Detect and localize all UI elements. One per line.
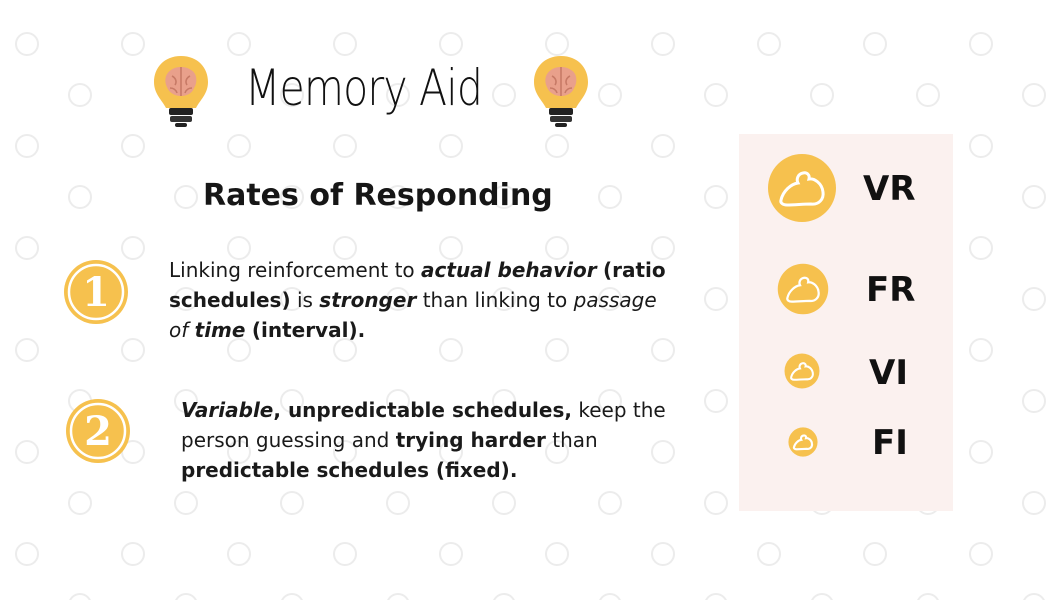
text-run: Variable [181, 398, 274, 422]
background-circle [16, 135, 38, 157]
background-circle [493, 84, 515, 106]
background-circle [334, 543, 356, 565]
text-run: actual behavior [421, 258, 597, 282]
text-run: (interval). [251, 318, 366, 342]
badge-number: 2 [84, 408, 112, 455]
text-run: is [290, 288, 320, 312]
background-circle [493, 594, 515, 600]
schedule-label-fr: FR [866, 270, 916, 310]
background-circle [652, 543, 674, 565]
number-two-badge-icon [64, 397, 132, 465]
background-circle [69, 594, 91, 600]
background-circle [970, 441, 992, 463]
background-circle [69, 186, 91, 208]
background-circle [864, 33, 886, 55]
background-circle [864, 543, 886, 565]
text-run: trying harder [395, 428, 546, 452]
background-circle [546, 135, 568, 157]
background-circle [1023, 390, 1045, 412]
page-title: Memory Aid [245, 59, 483, 117]
background-circle [1023, 594, 1045, 600]
background-circle [387, 594, 409, 600]
background-circle [16, 237, 38, 259]
text-run: Linking reinforcement to [169, 258, 422, 282]
background-circle [1023, 84, 1045, 106]
background-circle [122, 237, 144, 259]
schedule-label-vi: VI [869, 353, 908, 393]
background-circle [440, 135, 462, 157]
background-circle [970, 33, 992, 55]
background-circle [705, 288, 727, 310]
background-circle [546, 543, 568, 565]
background-circle [228, 543, 250, 565]
background-circle [917, 594, 939, 600]
background-circle [16, 33, 38, 55]
flexed-bicep-icon [767, 153, 837, 223]
background-circle [440, 543, 462, 565]
background-circle [122, 543, 144, 565]
background-circle [705, 492, 727, 514]
badge-number: 1 [82, 269, 110, 316]
background-circle [1023, 492, 1045, 514]
background-circle [970, 339, 992, 361]
background-circle [705, 390, 727, 412]
background-circle [705, 84, 727, 106]
flexed-bicep-icon [777, 263, 829, 315]
number-one-badge-icon [62, 258, 130, 326]
background-circle [811, 84, 833, 106]
text-run: stronger [319, 288, 417, 312]
flexed-bicep-icon [788, 427, 818, 457]
background-circle [493, 492, 515, 514]
background-circle [599, 492, 621, 514]
text-run: keep the person guessing and [181, 398, 666, 452]
lightbulb-brain-icon [530, 52, 592, 132]
background-circle [175, 594, 197, 600]
background-circle [175, 492, 197, 514]
background-circle [652, 33, 674, 55]
background-circle [281, 492, 303, 514]
background-circle [970, 135, 992, 157]
background-circle [758, 33, 780, 55]
text-run: time [194, 318, 246, 342]
text-run: than linking to [416, 288, 574, 312]
text-run: than [545, 428, 598, 452]
background-circle [599, 594, 621, 600]
background-circle [69, 492, 91, 514]
background-circle [970, 237, 992, 259]
point-2-text [181, 395, 681, 485]
background-circle [758, 543, 780, 565]
background-circle [1023, 186, 1045, 208]
background-circle [16, 339, 38, 361]
background-circle [705, 186, 727, 208]
text-run: predictable schedules (fixed). [181, 458, 518, 482]
background-circle [970, 543, 992, 565]
text-run: passage of [169, 288, 657, 342]
point-1-text [169, 255, 669, 345]
background-circle [228, 135, 250, 157]
text-run: , [273, 398, 288, 422]
lightbulb-brain-icon [150, 52, 212, 132]
background-circle [16, 543, 38, 565]
background-circle [122, 135, 144, 157]
background-circle [122, 33, 144, 55]
background-circle [334, 135, 356, 157]
background-circle [175, 186, 197, 208]
background-circle [1023, 288, 1045, 310]
background-circle [705, 594, 727, 600]
schedule-label-vr: VR [863, 169, 916, 209]
background-circle [599, 186, 621, 208]
background-circle [122, 339, 144, 361]
background-circle [811, 594, 833, 600]
text-run: (ratio schedules) [169, 258, 666, 312]
background-circle [281, 594, 303, 600]
background-circle [599, 84, 621, 106]
background-circle [16, 441, 38, 463]
schedule-label-fi: FI [872, 423, 908, 463]
section-heading: Rates of Responding [203, 178, 553, 213]
flexed-bicep-icon [784, 353, 820, 389]
background-circle [917, 84, 939, 106]
background-circle [69, 84, 91, 106]
background-circle [387, 492, 409, 514]
background-circle [652, 135, 674, 157]
text-run: unpredictable schedules, [287, 398, 572, 422]
